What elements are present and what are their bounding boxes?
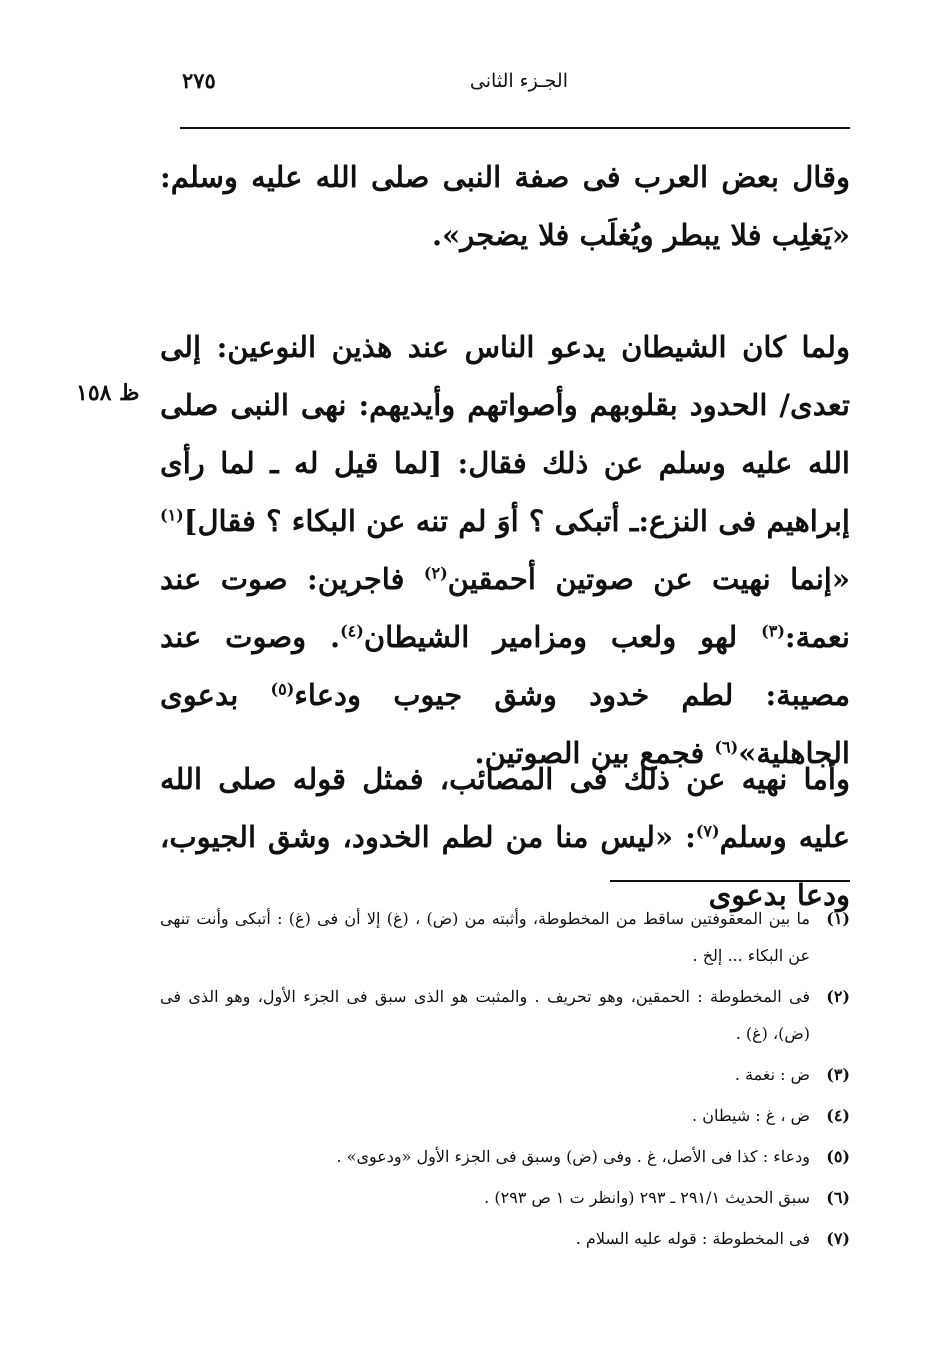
paragraph-3 [160,750,910,924]
footnote-text: ودعاء : كذا فى الأصل، غ . وفى (ض) وسبق فى الجزء الأول «ودعوى» . [336,1147,810,1166]
footnote-ref-2[interactable]: (٢) [423,563,448,583]
paragraph-2-text: . وصوت عند مصيبة: لطم خدود وشق جيوب ودعاء [160,620,850,712]
paragraph-3-text: : «ليس منا من لطم الخدود، وشق الجيوب، ودعا بدعوى [160,820,850,912]
footnote-number: (٣) [826,1065,850,1084]
footnote-text: ض ، غ : شيطان . [692,1106,810,1125]
footnote [160,1220,850,1257]
header-rule [180,127,850,129]
footnote-number: (٧) [826,1229,850,1248]
footnote-ref-6[interactable]: (٦) [714,737,739,757]
footnote-separator [610,880,850,882]
paragraph-2-text: فاجرين: صوت عند نعمة: [160,562,850,654]
paragraph-2-text: ولما كان الشيطان يدعو الناس عند هذين النوعين: إلى تعدى/ الحدود بقلوبهم وأصواتهم وأيديهم: نهى النبى صلى الله عليه وسلم عن ذلك فقال: [لما قيل له ـ لما رأى إبراهيم فى النزع:ـ أتبكى ؟ أوَ لم تنه عن البكاء ؟ فقال] [160,330,850,538]
paragraph-2-text: بدعوى الجاهلية» [160,678,850,770]
footnote-number: (٢) [826,987,850,1006]
footnote [160,978,850,1052]
footnote-number: (٤) [826,1106,850,1125]
footnote-ref-1[interactable]: (١) [160,505,184,525]
footnote-text: ض : نغمة . [734,1065,810,1084]
paragraph-2-text: «إنما نهيت عن صوتين أحمقين [447,562,850,596]
footnote [160,900,850,974]
footnote-ref-4[interactable]: (٤) [340,621,364,641]
footnote-ref-5[interactable]: (٥) [270,679,295,699]
page-header [180,66,850,106]
footnotes [160,900,850,1261]
footnote-text: فى المخطوطة : الحمقين، وهو تحريف . والمثبت هو الذى سبق فى الجزء الأول، وهو الذى فى (ض)، (غ) . [160,987,810,1043]
paragraph-1: وقال بعض العرب فى صفة النبى صلى الله عليه وسلم: «يَغلِب فلا يبطر ويُغلَب فلا يضجر». [160,160,850,252]
footnote-number: (٦) [826,1188,850,1207]
footnote-ref-3[interactable]: (٣) [761,621,785,641]
page-number: ٢٧٥ [182,68,216,93]
footnote [160,1179,850,1216]
footnote-text: ما بين المعقوفتين ساقط من المخطوطة، وأثبته من (ض) ، (غ) إلا أن فى (غ) : أتبكى وأنت تنهى عن البكاء ... إلخ . [160,909,810,965]
footnote-number: (١) [826,909,850,928]
footnote [160,1138,850,1175]
paragraph-2 [160,318,910,782]
footnote-ref-7[interactable]: (٧) [695,821,720,841]
manuscript-folio-note: ظ ١٥٨ [76,380,140,406]
footnote-text: سبق الحديث ٢٩١/١ ـ ٢٩٣ (وانظر ت ١ ص ٢٩٣) . [484,1188,810,1207]
footnote [160,1056,850,1093]
footnote-text: فى المخطوطة : قوله عليه السلام . [575,1229,810,1248]
paragraph-2-text: لهو ولعب ومزامير الشيطان [363,620,762,654]
running-head: الجـزء الثانى [469,70,568,92]
paragraph-3-text: وأما نهيه عن ذلك فى المصائب، فمثل قوله صلى الله عليه وسلم [160,762,850,854]
footnote [160,1097,850,1134]
footnote-number: (٥) [826,1147,850,1166]
paragraph-2-text: فجمع بين الصوتين. [474,736,715,770]
